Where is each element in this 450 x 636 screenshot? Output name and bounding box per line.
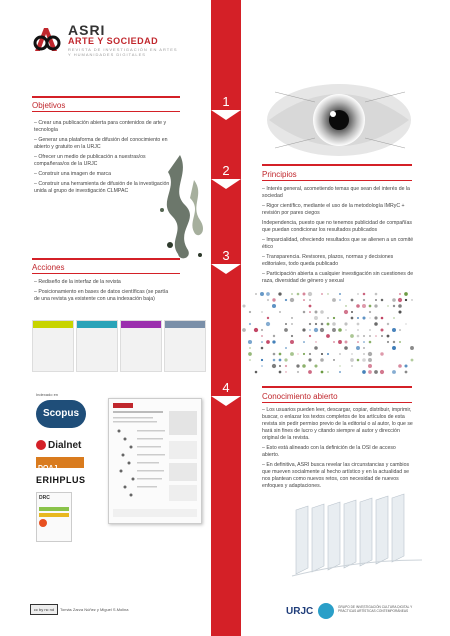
acciones-list [34,279,174,306]
halftone-dot [344,322,347,325]
halftone-dot [362,304,366,308]
halftone-dot [345,329,346,330]
miar-bar [39,513,69,517]
halftone-dot [297,371,299,373]
miar-badge [36,492,72,542]
halftone-dot [302,328,305,331]
halftone-dot [297,293,300,296]
halftone-dot [303,293,306,296]
halftone-dots-image [240,290,420,375]
dialnet-logo: Dialnet [48,440,82,451]
principios-title: Principios [262,170,297,179]
conocimiento-item: – En definitiva, ASRI busca revelar las circunstancias y cambios que mueven socialmente al hecho artístico y en la actualidad se nos plantean como nuevos retos, con necesidad de nuevos enfoques y adaptaciones. [262,462,410,489]
halftone-dot [327,317,329,319]
halftone-dot [321,293,323,295]
journal-cover-thumbnail [76,320,118,372]
halftone-dot [302,364,306,368]
halftone-dot [309,299,310,300]
journal-covers [32,320,207,372]
halftone-dot [369,329,371,331]
halftone-dot [363,341,365,343]
section-rule [32,96,180,98]
halftone-dot [285,299,287,301]
halftone-dot [333,359,334,360]
halftone-dot [291,335,293,337]
halftone-dot [363,299,365,301]
halftone-dot [272,340,275,343]
halftone-dot [339,299,340,300]
research-group-label: GRUPO DE INVESTIGACIÓN CULTURA DIGITAL Y PRÁCTICAS ARTÍSTICAS CONTEMPORÁNEAS [338,605,413,613]
section-rule [32,273,180,274]
halftone-dot [308,358,311,361]
halftone-dot [327,323,330,326]
halftone-dot [398,310,401,313]
halftone-dot [261,347,264,350]
halftone-dot [350,358,354,362]
halftone-dot [291,323,293,325]
cover-color-band [121,321,161,328]
halftone-dot [254,328,258,332]
dialnet-icon [36,440,46,450]
principios-list [262,186,414,288]
halftone-dot [273,353,276,356]
glass-panels-image [286,490,426,582]
cover-color-band [165,321,205,328]
halftone-dot [398,364,402,368]
halftone-dot [357,335,360,338]
halftone-dot [332,322,336,326]
halftone-dot [363,293,366,296]
principios-item: – Interés general, acometiendo temas que sean del interés de la sociedad [262,186,410,199]
cc-license-text: cc by nc nd [33,607,55,612]
objetivos-item: – Construir una imagen de marca [34,171,111,177]
stripe-arrow [211,264,241,274]
halftone-dot [266,340,270,344]
halftone-dot [285,347,287,349]
journal-tagline: REVISTA DE INVESTIGACIÓN EN ARTES Y HUMANIDADES DIGITALES [68,47,178,57]
halftone-dot [369,335,371,337]
erihplus-logo: ERIHPLUS [36,475,86,485]
halftone-dot [387,305,388,306]
halftone-dot [321,323,324,326]
halftone-dot [309,353,311,355]
halftone-dot [368,358,372,362]
halftone-dot [357,317,359,319]
halftone-dot [393,317,394,318]
halftone-dot [363,353,365,355]
objetivos-item: – Generar una plataforma de difusión del conocimiento en abierto y gratuito en la URJC [34,137,168,150]
halftone-dot [261,335,263,337]
halftone-dot [410,346,414,350]
halftone-dot [405,323,406,324]
journal-cover-thumbnail [164,320,206,372]
halftone-dot [309,329,310,330]
halftone-dot [356,304,360,308]
halftone-dot [338,328,342,332]
cover-color-band [77,321,117,328]
halftone-dot [411,299,412,300]
section-rule [32,111,180,112]
cc-license-badge [30,604,58,615]
halftone-dot [267,317,269,319]
objetivos-title: Objetivos [32,101,66,110]
principios-item: Independencia, puesto que no tenemos publicidad de compañías que puedan condicionar los resultados publicados [262,220,412,233]
miar-bar [39,507,69,511]
halftone-dot [267,299,269,301]
halftone-dot [327,371,328,372]
stripe-arrow [211,396,241,406]
halftone-dot [314,364,317,367]
halftone-dot [309,323,311,325]
halftone-dot [248,352,252,356]
halftone-dot [381,317,384,320]
asri-logo-icon [32,24,62,54]
halftone-dot [284,358,287,361]
halftone-dot [362,316,365,319]
halftone-dot [369,311,371,313]
halftone-dot [339,353,341,355]
halftone-dot [320,328,324,332]
halftone-dot [405,371,408,374]
miar-badge-text: DRC [39,495,50,501]
doaj-logo-text: DOAJ [38,465,58,472]
halftone-dot [345,305,346,306]
halftone-dot [368,370,372,374]
journal-cover-thumbnail [120,320,162,372]
halftone-dot [260,292,264,296]
halftone-dot [362,358,366,362]
section-rule [262,164,412,166]
section-rule [262,180,412,181]
halftone-dot [249,359,251,361]
halftone-dot [398,298,402,302]
halftone-dot [303,311,306,314]
halftone-dot [387,323,389,325]
halftone-dot [392,346,396,350]
halftone-dot [279,371,282,374]
section-rule [32,258,180,260]
halftone-dot [272,298,275,301]
halftone-dot [411,359,414,362]
halftone-dot [393,305,395,307]
halftone-dot [405,299,407,301]
halftone-dot [375,299,377,301]
halftone-dot [261,329,263,331]
journal-title: ASRI [68,22,106,38]
section-number-1: 1 [222,94,230,109]
halftone-dot [350,334,354,338]
halftone-dot [303,299,305,301]
halftone-dot [375,335,377,337]
halftone-dot [357,341,359,343]
doaj-logo [36,457,84,472]
objetivos-item: – Ofrecer un medio de publicación a nuestras/os compañeras/os de la URJC [34,154,146,167]
halftone-dot [285,365,287,367]
halftone-dot [362,370,366,374]
halftone-dot [242,328,246,332]
halftone-dot [279,311,280,312]
scopus-logo-text: Scopus [42,408,80,419]
halftone-dot [357,323,360,326]
urjc-logo: URJC [286,606,314,617]
halftone-dot [296,364,299,367]
halftone-dot [399,329,401,331]
principios-item: – Rigor científico, mediante el uso de la metodología IMRyC + revisión por pares ciegos [262,203,405,216]
halftone-dot [291,293,292,294]
principios-item: – Transparencia. Revisores, plazos, normas y decisiones editoriales, todo queda publicado [262,254,394,267]
halftone-dot [321,353,323,355]
eye-image [255,72,415,164]
conocimiento-list [262,407,414,493]
halftone-dot [387,341,389,343]
objetivos-item: – Crear una publicación abierta para contenidos de arte y tecnología [34,120,167,133]
halftone-dot [284,328,288,332]
halftone-dot [399,341,401,343]
principios-item: – Imparcialidad, ofreciendo resultados que se alienen a un comité ético [262,237,414,250]
halftone-dot [308,292,312,296]
journal-subtitle: ARTE Y SOCIEDAD [68,36,159,46]
halftone-dot [314,346,318,350]
halftone-dot [291,317,292,318]
halftone-dot [261,359,263,361]
halftone-dot [333,317,335,319]
halftone-dot [351,299,354,302]
halftone-dot [320,310,324,314]
halftone-dot [248,340,252,344]
halftone-dot [381,299,384,302]
ink-splash-image [150,150,212,265]
halftone-dot [279,359,282,362]
halftone-dot [351,311,353,313]
halftone-dot [326,334,330,338]
halftone-dot [338,340,342,344]
halftone-dot [315,311,318,314]
halftone-dot [393,341,395,343]
section-number-3: 3 [222,248,230,263]
halftone-dot [261,365,262,366]
halftone-dot [279,353,282,356]
halftone-dot [314,328,318,332]
halftone-dot [303,341,305,343]
halftone-dot [266,322,270,326]
halftone-dot [399,293,401,295]
halftone-dot [266,292,270,296]
halftone-dot [320,358,324,362]
halftone-dot [273,359,276,362]
halftone-dot [351,365,352,366]
halftone-dot [374,370,378,374]
section-number-4: 4 [222,380,230,395]
halftone-dot [356,346,360,350]
stripe-arrow [211,110,241,120]
halftone-dot [357,359,360,362]
halftone-dot [249,347,251,349]
research-group-icon [318,603,334,619]
halftone-dot [278,292,281,295]
authors-credit: Tomás Zarza Núñez y Miguel S.Molina [60,607,129,612]
section-number-2: 2 [222,163,230,178]
halftone-dot [290,298,294,302]
section-rule [262,402,412,403]
halftone-dot [344,346,348,350]
halftone-dot [261,341,263,343]
halftone-dot [381,329,384,332]
halftone-dot [392,298,396,302]
halftone-dot [357,329,358,330]
halftone-dot [380,370,384,374]
halftone-dot [249,323,251,325]
halftone-dot [255,293,257,295]
halftone-dot [363,335,365,337]
halftone-dot [321,371,324,374]
halftone-dot [309,305,312,308]
halftone-dot [290,340,294,344]
halftone-dot [404,364,407,367]
conocimiento-item: – Los usuarios pueden leer, descargar, copiar, distribuir, imprimir, buscar, o enlazar los textos completos de los artículos de esta revista sin pedir permiso previo de la editorial o al autor, lo que se hará sin fines de lucro y citando siempre al autor y dirección original de la revista. [262,407,413,441]
halftone-dot [290,352,294,356]
halftone-dot [381,335,383,337]
halftone-dot [387,335,390,338]
halftone-dot [333,341,335,343]
halftone-dot [374,316,377,319]
website-screenshot [108,398,202,524]
halftone-dot [344,310,348,314]
indexing-label: Indexado en [36,392,59,397]
halftone-dot [369,305,372,308]
halftone-dot [404,292,408,296]
acciones-item: – Rediseño de la interfaz de la revista [34,279,121,285]
halftone-dot [380,352,383,355]
halftone-dot [363,347,365,349]
acciones-title: Acciones [32,263,65,272]
halftone-dot [272,304,276,308]
halftone-dot [332,328,336,332]
halftone-dot [285,371,286,372]
halftone-dot [272,364,276,368]
halftone-dot [308,370,312,374]
scopus-logo [36,400,86,428]
halftone-dot [309,311,311,313]
halftone-dot [368,364,372,368]
halftone-dot [327,293,328,294]
halftone-dot [339,293,341,295]
halftone-dot [368,352,372,356]
halftone-dot [315,323,317,325]
halftone-dot [369,317,370,318]
halftone-dot [357,293,359,295]
halftone-dot [279,365,281,367]
halftone-dot [351,317,354,320]
halftone-dot [297,353,298,354]
objetivos-item: – Construir una herramienta de difusión de la investigación unida al grupo de investigación CLMPAC [34,181,170,194]
miar-dot [39,519,47,527]
halftone-dot [255,371,258,374]
halftone-dot [285,323,287,325]
principios-item: – Participación abierta a cualquier investigación sin cuestiones de raza, diversidad de género y sexual [262,271,414,284]
halftone-dot [398,304,402,308]
halftone-dot [309,335,311,337]
conocimiento-title: Conocimiento abierto [262,392,338,401]
journal-cover-thumbnail [32,320,74,372]
stripe-arrow [211,179,241,189]
halftone-dot [374,322,378,326]
halftone-dot [351,353,352,354]
halftone-dot [303,353,305,355]
halftone-dot [261,311,263,313]
halftone-dot [327,353,329,355]
halftone-dot [332,298,336,302]
halftone-dot [242,304,245,307]
halftone-dot [374,304,377,307]
halftone-dot [392,370,396,374]
section-rule [262,386,412,388]
conocimiento-item: – Esto está alineado con la definición de la OSI de acceso abierto. [262,445,396,458]
halftone-dot [273,335,275,337]
halftone-dot [392,328,396,332]
cover-color-band [33,321,73,328]
halftone-dot [339,365,340,366]
halftone-dot [314,316,318,320]
halftone-dot [339,371,341,373]
halftone-dot [249,311,251,313]
halftone-dot [345,341,348,344]
acciones-item: – Posicionamiento en bases de datos científicas (se partía de una revista ya existente con una indexación baja) [34,289,169,302]
halftone-dot [375,293,378,296]
halftone-dot [369,341,372,344]
halftone-dot [315,341,316,342]
